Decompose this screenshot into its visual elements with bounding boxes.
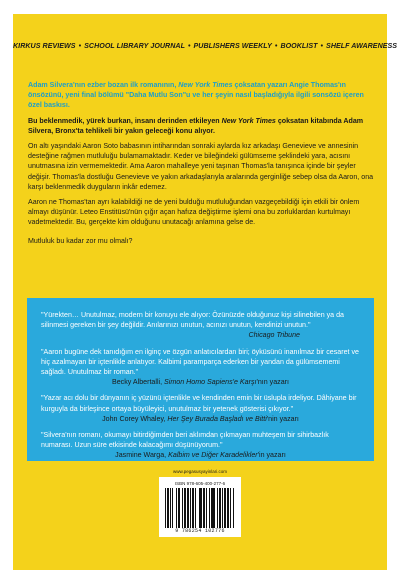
edition-note [28,80,378,111]
quote-attribution [41,450,360,460]
isbn-text: ISBN 978-605-400-277-6 [174,481,226,486]
bullet-separator: • [274,42,278,50]
book-back-cover [13,14,398,570]
synopsis-paragraph: Aaron ne Thomas'tan ayrı kalabildiği ne de yeni bulduğu mutluluğundan vazgeçebildiği için etkili bir önlem almayı düşünür. Leteo Enstitüsü'nün çığır açan hafıza değiştirme işlemi ona bu zorluklardan kurtulmayı vadetmektedir. Bu, gerçekte kim olduğunu unutacağı anlamına gelse de. [28,198,360,227]
reviews-line [13,42,398,50]
closing-question: Mutluluk bu kadar zor mu olmalı? [28,236,133,245]
bullet-separator: • [320,42,324,50]
review-source: SHELF AWARENESS [326,42,398,50]
review-source: SCHOOL LIBRARY JOURNAL [84,42,185,50]
praise-quote: "Silvera'nın romanı, okumayı bitirdiğimden beri aklımdan çıkmayan muhteşem bir sihirbazlık numarası. Uzun süre etkisinde kalacağımı düşünüyorum." [41,431,329,450]
attribution-tail: 'in yazarı [257,451,286,460]
attribution-author: John Corey Whaley, [102,414,168,423]
barcode-gap [234,488,235,528]
attribution-book: Kalbim ve Diğer Karadelikler [168,451,258,460]
tagline-text: Bu beklenmedik, yürek burkan, insanı derinden etkileyen [28,116,222,125]
barcode-label [159,477,241,537]
attribution-source: Chicago Tribune [248,331,300,340]
praise-quotes-box [27,298,374,461]
bullet-separator: • [78,42,82,50]
attribution-author: Jasmine Warga, [115,451,169,460]
quote-attribution [41,330,360,340]
review-source: PUBLISHERS WEEKLY [193,42,272,50]
barcode-digits: 9 786254 102776 [175,528,225,534]
edition-note-emphasis: New York Times [178,81,233,89]
praise-quote: "Yürekten… Unutulmaz, modern bir konuyu ele alıyor: Özünüzde olduğunuz kişi silinebilen ya da silinmesi gereken bir şey değildir. Anılarınızı unutun, acınızı unutun, kendinizi unutun." [41,311,344,330]
praise-quote: "Yazar acı dolu bir dünyanın iç yüzünü içtenlikle ve kendinden emin bir üslupla irdeliyor. Dâhiyane bir kurguyla da birleşince ortaya büyüleyici, unutulmaz bir yetenek gösterisi çıkıyor." [41,394,357,413]
quote-attribution [41,414,360,424]
review-source: BOOKLIST [280,42,318,50]
attribution-author: Becky Albertalli, [112,378,165,387]
tagline-text-end: çoksatan kitabında Adam Silvera, Bronx'ta tehlikeli bir yakın geleceği konu alıyor. [28,116,364,135]
review-source: KIRKUS REVIEWS [13,42,76,50]
edition-note-text: Adam Silvera'nın ezber bozan ilk romanının, [28,81,179,89]
publisher-website: www.pegasusyayinlari.com [172,469,228,474]
praise-quote: "Aaron bugüne dek tanıdığım en ilginç ve özgün anlatıcılardan biri; öyküsünü inanılmaz bir cesaret ve hiç azalmayan bir içtenlikle anlatıyor. Kalbimi paramparça ederken bir yandan da gülümsememi sağladı. Unutulmaz bir roman." [41,347,359,377]
bullet-separator: • [187,42,191,50]
quote-attribution [41,377,360,387]
attribution-book: Simon Homo Sapiens'e Karşı [164,378,257,387]
synopsis-paragraph: On altı yaşındaki Aaron Soto babasının intiharından sonraki aylarda kız arkadaşı Genevieve ve annesinin desteğine rağmen mutluluğu bulamamaktadır. Keder ve bileğindeki gülümseme şeklindeki yara, acısını unutmasına izin vermemektedir. Ama Aaron mahalleye yeni taşınan Thomas'la tanışınca içinde bir şeyler değişir. Thomas'la dostluğu Genevieve ve yakın arkadaşlarıyla aralarında gerginliğe sebep olsa da Aaron, ona karşı beklenmedik duyguların inkâr edemez. [28,142,374,191]
edition-note-text-end: çoksatan yazarı Angie Thomas'ın önsözünü, yeni final bölümü "Daha Mutlu Son"u ve her şeyin nasıl başladığıyla ilgili sonsözü içeren özel baskısı. [28,81,364,110]
attribution-book: Her Şey Burada Başladı ve Bitti [167,414,267,423]
attribution-tail: 'nın yazarı [256,378,289,387]
barcode-bars [165,488,235,528]
blurb-section [28,80,378,251]
publisher-footer [155,469,245,537]
attribution-tail: 'nin yazarı [266,414,299,423]
tagline-emphasis: New York Times [221,116,276,125]
tagline [28,116,378,136]
